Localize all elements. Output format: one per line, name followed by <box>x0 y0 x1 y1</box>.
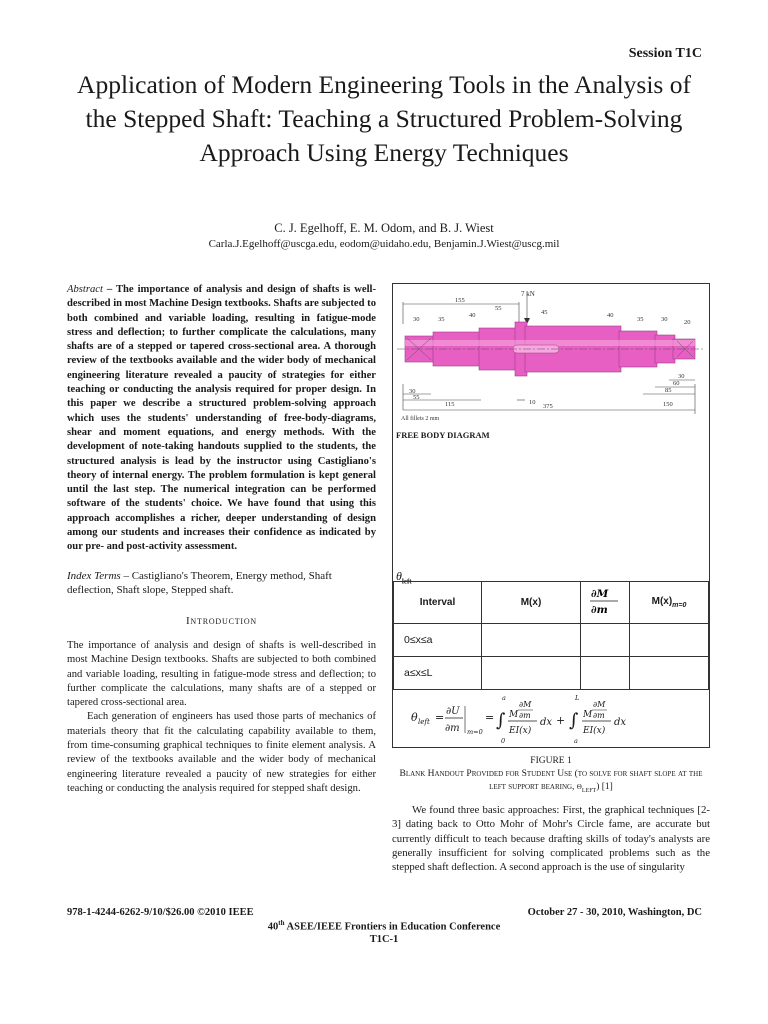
dim-30-bottom-right: 30 <box>678 373 685 380</box>
dim-10: 10 <box>529 399 536 406</box>
dim-85: 85 <box>665 387 672 394</box>
svg-text:m=0: m=0 <box>467 728 483 736</box>
dim-40-right: 40 <box>607 312 614 319</box>
svg-text:dx: dx <box>540 717 553 728</box>
svg-text:EI(x): EI(x) <box>583 726 606 736</box>
dim-375: 375 <box>543 403 553 410</box>
svg-text:M: M <box>509 710 519 720</box>
svg-text:∂M: ∂M <box>519 700 532 709</box>
interval-cell: 0≤x≤a <box>394 624 482 657</box>
dim-60: 60 <box>673 380 680 387</box>
svg-text:a: a <box>502 694 506 702</box>
dim-20: 20 <box>684 319 691 326</box>
svg-text:left: left <box>418 718 430 726</box>
session-label: Session T1C <box>628 46 702 61</box>
fillet-note: All fillets 2 mm <box>401 416 440 422</box>
svg-text:∂M: ∂M <box>591 588 609 600</box>
caption-citation: ) [1] <box>596 782 613 792</box>
dim-30-left: 30 <box>413 316 420 323</box>
dim-30-right: 30 <box>661 316 668 323</box>
svg-text:∂U: ∂U <box>446 706 460 717</box>
svg-text:dx: dx <box>614 717 627 728</box>
svg-text:0: 0 <box>501 737 506 745</box>
index-terms <box>67 569 376 598</box>
paper-title: Application of Modern Engineering Tools in the Analysis of the Stepped Shaft: Teaching a Structured Problem-Solving Approach Using Energy Techniques <box>77 70 691 167</box>
page-number: T1C-1 <box>369 934 399 945</box>
dim-40-left: 40 <box>469 312 476 319</box>
dim-155: 155 <box>455 297 465 304</box>
svg-text:∂M: ∂M <box>593 700 606 709</box>
col-interval: Interval <box>394 582 482 624</box>
svg-text:∂m: ∂m <box>591 604 608 616</box>
footer-conference <box>0 919 768 933</box>
author-list: C. J. Egelhoff, E. M. Odom, and B. J. Wiest <box>274 221 494 235</box>
table-header-row <box>394 582 709 624</box>
svg-text:∫: ∫ <box>569 710 579 731</box>
index-terms-label: Index Terms <box>67 569 121 582</box>
col-moment-m0: $M(x)_{m=0}$ <box>630 582 709 624</box>
dim-55-bottom: 55 <box>413 394 420 401</box>
castigliano-formula <box>403 687 703 745</box>
conf-name: ASEE/IEEE Frontiers in Education Conference <box>284 921 501 933</box>
left-column <box>67 283 376 796</box>
conf-number: 40 <box>267 921 279 933</box>
svg-text:=: = <box>485 711 495 724</box>
svg-text:∂m: ∂m <box>593 711 605 720</box>
right-column-paragraph: We found three basic approaches: First, the graphical techniques [2-3] dating back to Otto Mohr of Mohr's Circle fame, are accurate but currently difficult to teach because drafting skills of today's analysts are generally insufficient for solving complicated problems such as the stepped shaft deflection. A second approach is the use of singularity <box>392 804 710 874</box>
abstract <box>67 283 376 555</box>
svg-text:=: = <box>435 711 445 724</box>
col-partial <box>581 582 630 624</box>
shaft-body <box>397 322 703 376</box>
stepped-shaft-drawing <box>393 284 709 424</box>
load-label: 7 kN <box>521 290 535 298</box>
svg-text:M: M <box>583 710 593 720</box>
conf-ordinal: th <box>278 919 285 927</box>
footer-date: October 27 - 30, 2010, Washington, DC <box>527 907 702 918</box>
theta-symbol: θ <box>396 569 402 583</box>
theta-subscript: left <box>401 577 412 586</box>
dim-115: 115 <box>445 401 455 408</box>
free-body-diagram-label: FREE BODY DIAGRAM <box>396 430 490 440</box>
index-terms-text: – Castigliano's Theorem, Energy method, Shaft deflection, Shaft slope, Stepped shaft. <box>67 569 332 597</box>
figure-handout <box>392 283 710 748</box>
moment-table <box>393 581 709 690</box>
col-moment: M(x) <box>482 582 581 624</box>
table-cell <box>581 624 630 657</box>
intro-paragraph-1: The importance of analysis and design of shafts is well-described in most Machine Design textbooks. Shafts are subjected to both combined and variable loading, resulting in fatigue-mode stress and deflection; to further complicate the calculations, many shafts are of a stepped or tapered cross-sectional area. <box>67 639 376 709</box>
svg-text:a: a <box>574 737 578 745</box>
table-cell <box>482 657 581 690</box>
footer-isbn: 978-1-4244-6262-9/10/$26.00 ©2010 IEEE <box>67 907 254 918</box>
svg-text:θ: θ <box>411 711 418 724</box>
dim-30-bottom-left: 30 <box>409 388 416 395</box>
svg-text:L: L <box>575 694 580 702</box>
caption-body: Blank Handout Provided for Student Use (to solve for shaft slope at the left support bearing, θ <box>399 769 703 792</box>
caption-subscript: LEFT <box>581 787 597 794</box>
abstract-text: – The importance of analysis and design of shafts is well-described in most Machine Design textbooks. Shafts are subjected to both combined and variable loading, resulting in fatigue-mode stress and deflection; to further complicate the calculations, many shafts are of a stepped or tapered cross-sectional area. A thorough review of the textbooks available and the wider body of mechanical engineering literature revealed a paucity of strategies for either teaching or conducting the analysis required for proper design. In this paper we describe a structured problem-solving approach which uses the students' understanding of free-body-diagrams, shear and moment equations, and energy methods. With the development of note-taking handouts supplied to the students, the structured analysis is lead by the instructor using Castigliano's theory of internal energy. The problem formulation is kept general until the last step. The numerical integration can be performed software of the students' choice. We have found that using this approach accomplishes a richer, deeper understanding of design among our students and increases their confidence as indicated by our pre- and post-activity assessment. <box>67 284 376 553</box>
table-row <box>394 657 709 690</box>
table-cell <box>482 624 581 657</box>
table-row <box>394 624 709 657</box>
figure-caption-text <box>392 768 710 798</box>
table-cell <box>630 657 709 690</box>
abstract-label: Abstract <box>67 284 103 295</box>
section-heading-introduction: Introduction <box>185 614 258 627</box>
svg-text:EI(x): EI(x) <box>509 726 532 736</box>
dim-150: 150 <box>663 401 673 408</box>
svg-text:∂m: ∂m <box>445 723 460 734</box>
svg-text:∂m: ∂m <box>519 711 531 720</box>
intro-paragraph-2: Each generation of engineers has used those parts of mechanics of materials theory that fit the calculating capability available to them, from time-consuming graphical techniques to finite element analysis. A review of the textbooks available and the wider body of mechanical engineering literature revealed a paucity of new strategies for either teaching or conducting the analysis required for stepped shaft design. <box>67 711 376 794</box>
svg-text:+: + <box>556 714 566 727</box>
svg-text:∫: ∫ <box>496 710 506 731</box>
interval-cell: a≤x≤L <box>394 657 482 690</box>
partial-m-fraction <box>585 586 625 616</box>
figure-number: FIGURE 1 <box>530 756 572 766</box>
dim-35-left: 35 <box>438 316 445 323</box>
figure-caption <box>392 755 710 798</box>
author-emails: Carla.J.Egelhoff@uscga.edu, eodom@uidaho.edu, Benjamin.J.Wiest@uscg.mil <box>208 238 560 250</box>
table-cell <box>581 657 630 690</box>
dim-45: 45 <box>541 309 548 316</box>
dim-35-right: 35 <box>637 316 644 323</box>
dim-55-top: 55 <box>495 305 502 312</box>
table-cell <box>630 624 709 657</box>
